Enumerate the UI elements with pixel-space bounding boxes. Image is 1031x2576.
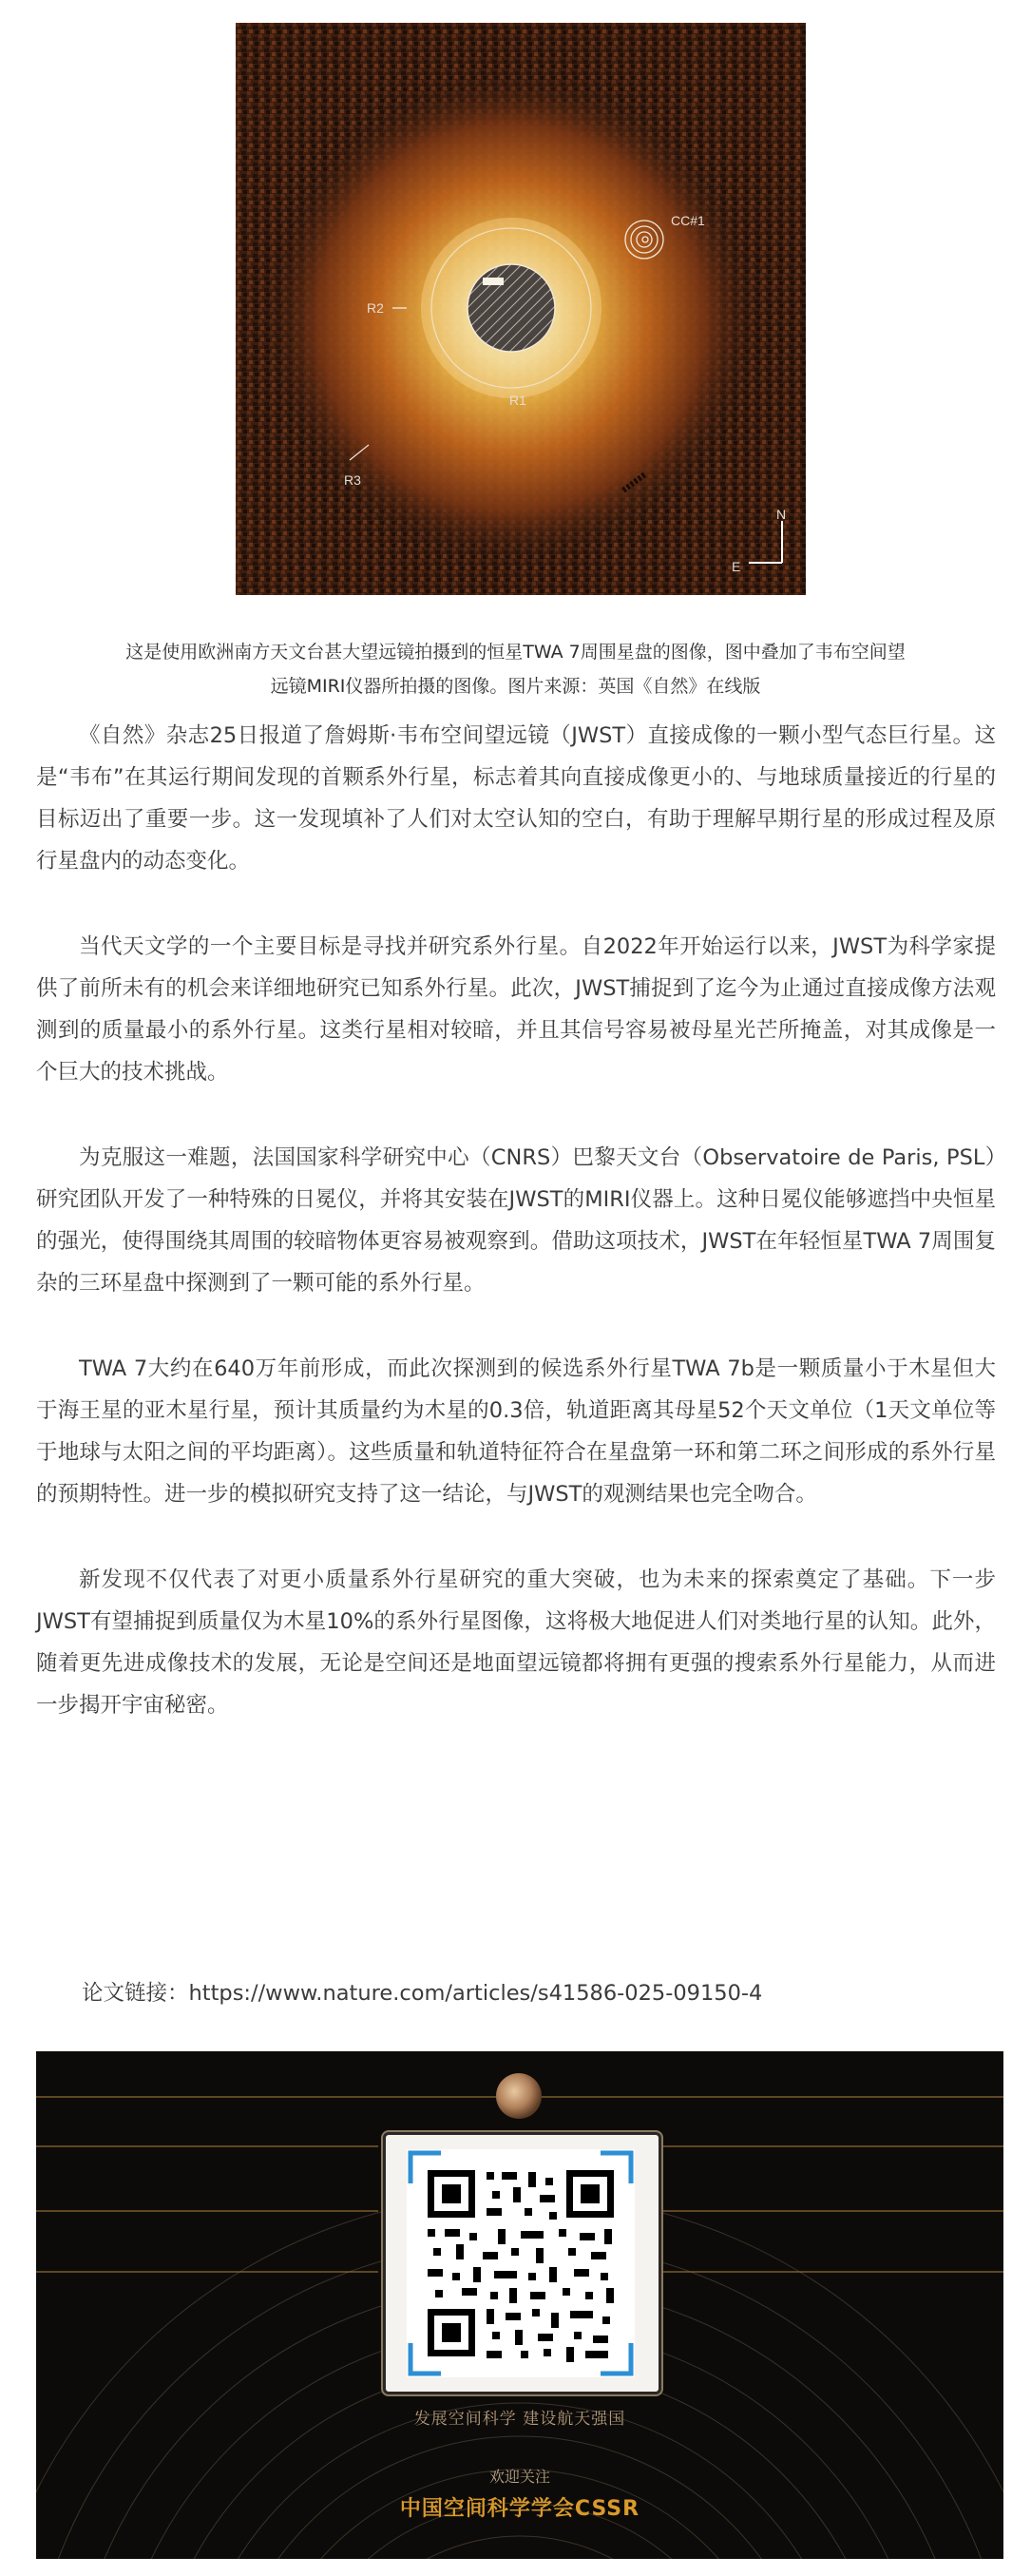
- paper-link-row: [82, 1972, 762, 2014]
- label-r2: R2: [367, 300, 384, 316]
- paper-link-url[interactable]: https://www.nature.com/articles/s41586-025-09150-4: [188, 1981, 763, 2006]
- coronagraph-mask: [468, 264, 555, 352]
- qr-code: [407, 2149, 635, 2377]
- label-east: E: [732, 559, 741, 574]
- article-body: [36, 715, 996, 1770]
- banner-slogan: 发展空间科学 建设航天强国: [413, 2410, 626, 2429]
- label-r3: R3: [344, 472, 361, 488]
- image-caption: [29, 635, 1002, 703]
- qr-code-card[interactable]: [383, 2132, 661, 2394]
- footer-banner: [36, 2051, 1003, 2559]
- label-north: N: [776, 507, 787, 522]
- article-paragraph-4: TWA 7大约在640万年前形成，而此次探测到的候选系外行星TWA 7b是一颗质量小于木星但大于海王星的亚木星行星，预计其质量约为木星的0.3倍，轨道距离其母星52个天文单位（1天文单位等于地球与太阳之间的平均距离）。这些质量和轨道特征符合在星盘第一环和第二环之间形成的系外行星的预期特性。进一步的模拟研究支持了这一结论，与JWST的观测结果也完全吻合。: [36, 1356, 996, 1507]
- caption-line-2: 远镜MIRI仪器所拍摄的图像。图片来源：英国《自然》在线版: [270, 676, 761, 697]
- article-paragraph-3: 为克服这一难题，法国国家科学研究中心（CNRS）巴黎天文台（Observatoire de Paris, PSL）研究团队开发了一种特殊的日冕仪，并将其安装在JWST的MIRI仪器上。这种日冕仪能够遮挡中央恒星的强光，使得围绕其周围的较暗物体更容易被观察到。借助这项技术，JWST在年轻恒星TWA 7周围复杂的三环星盘中探测到了一颗可能的系外行星。: [36, 1145, 996, 1296]
- article-paragraph-5: 新发现不仅代表了对更小质量系外行星研究的重大突破，也为未来的探索奠定了基础。下一步JWST有望捕捉到质量仅为木星10%的系外行星图像，这将极大地促进人们对类地行星的认知。此外，随着更先进成像技术的发展，无论是空间还是地面望远镜都将拥有更强的搜索系外行星能力，从而进一步揭开宇宙秘密。: [36, 1567, 996, 1718]
- article-paragraph-2: 当代天文学的一个主要目标是寻找并研究系外行星。自2022年开始运行以来，JWST为科学家提供了前所未有的机会来详细地研究已知系外行星。此次，JWST捕捉到了迄今为止通过直接成像方法观测到的质量最小的系外行星。这类行星相对较暗，并且其信号容易被母星光芒所掩盖，对其成像是一个巨大的技术挑战。: [36, 934, 996, 1085]
- paper-link-label: 论文链接：: [82, 1981, 189, 2006]
- banner-welcome: 欢迎关注: [488, 2468, 550, 2486]
- label-companion: CC#1: [671, 213, 705, 228]
- article-paragraph-1: 《自然》杂志25日报道了詹姆斯·韦布空间望远镜（JWST）直接成像的一颗小型气态巨行星。这是“韦布”在其运行期间发现的首颗系外行星，标志着其向直接成像更小的、与地球质量接近的行星的目标迈出了重要一步。这一发现填补了人们对太空认知的空白，有助于理解早期行星的形成过程及原行星盘内的动态变化。: [36, 723, 996, 874]
- caption-line-1: 这是使用欧洲南方天文台甚大望远镜拍摄到的恒星TWA 7周围星盘的图像，图中叠加了韦布空间望: [125, 642, 906, 663]
- banner-org-name: 中国空间科学学会CSSR: [399, 2497, 640, 2521]
- label-r1: R1: [509, 393, 526, 408]
- hero-image: [236, 23, 806, 595]
